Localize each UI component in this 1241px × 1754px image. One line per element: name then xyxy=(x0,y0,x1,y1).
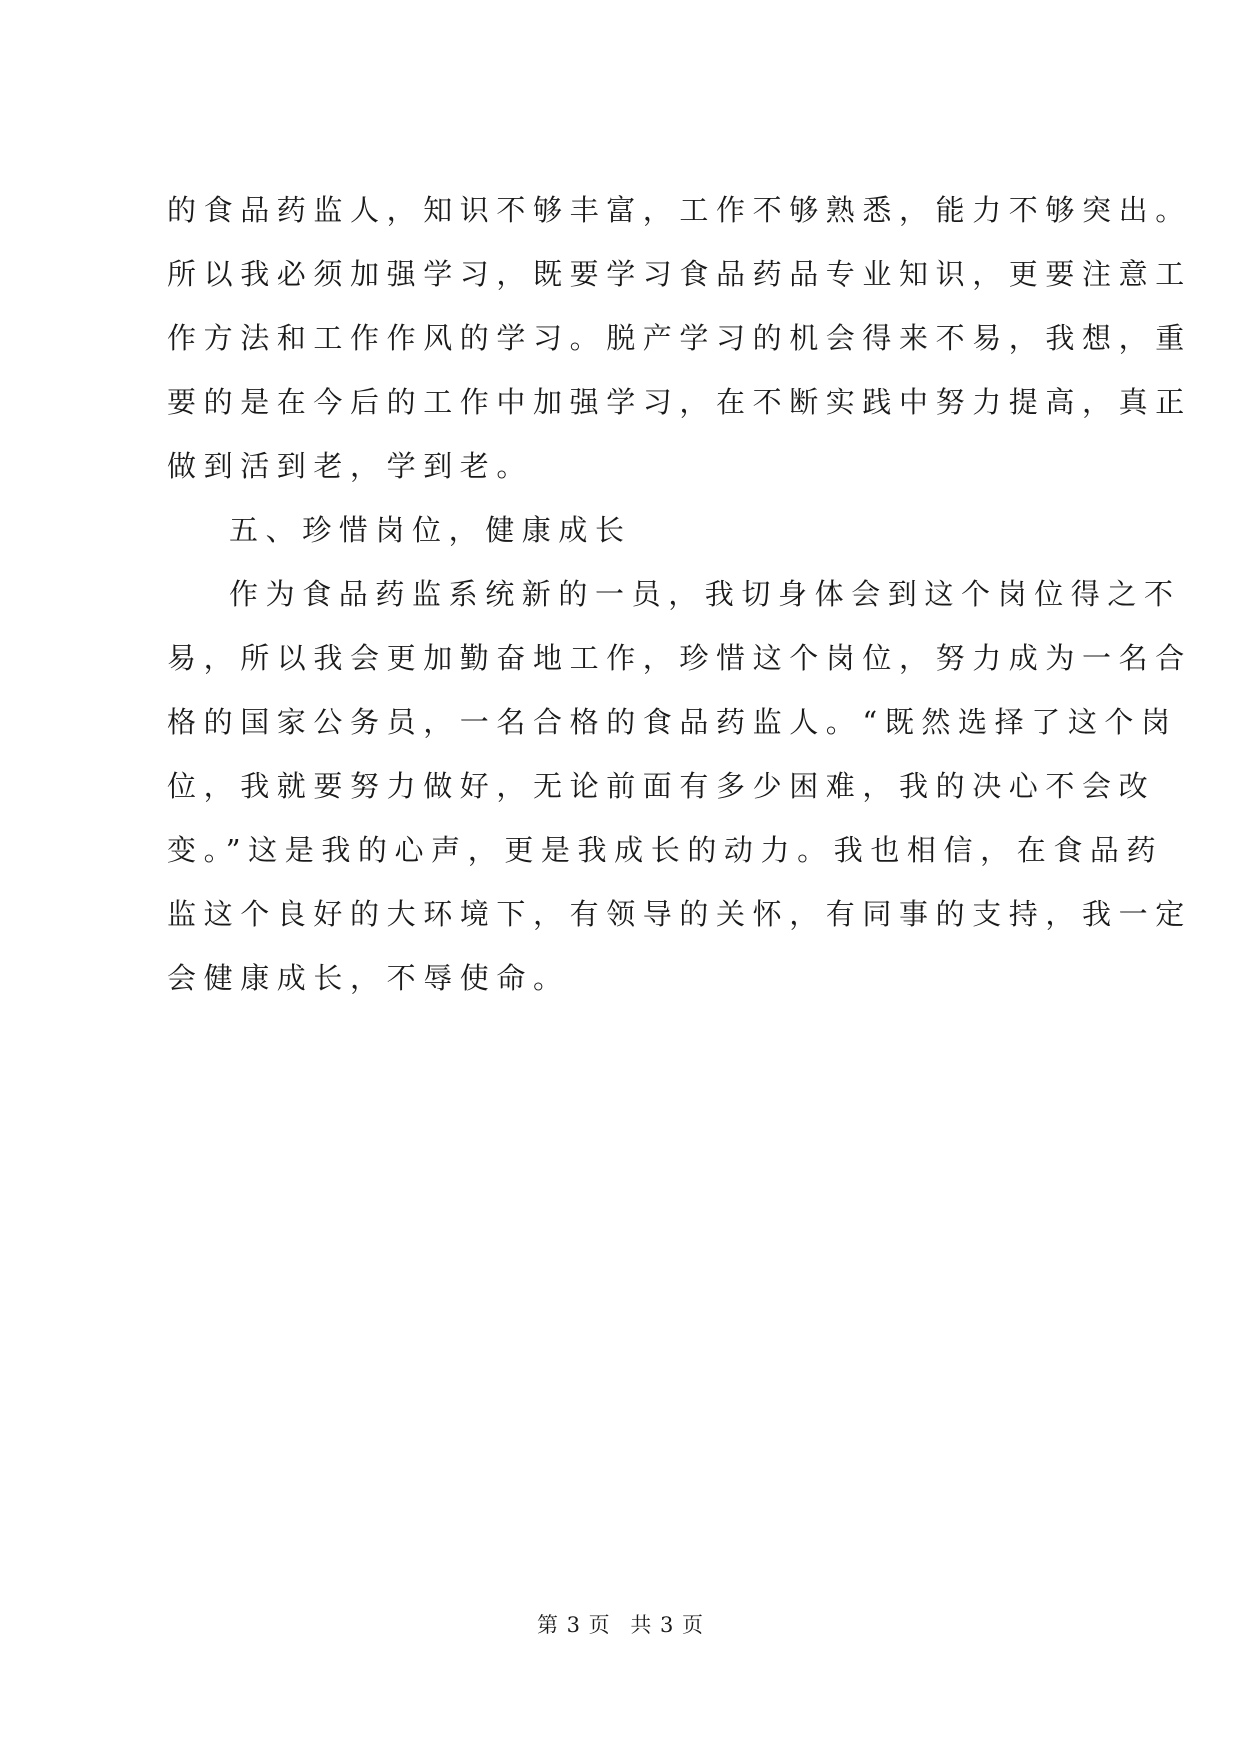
page-number: 第 3 页 xyxy=(536,1613,611,1637)
text-line: 作为食品药监系统新的一员，我切身体会到这个岗位得之不 xyxy=(229,577,1181,611)
text-line: 易，所以我会更加勤奋地工作，珍惜这个岗位，努力成为一名合 xyxy=(167,641,1192,675)
text-line: 要的是在今后的工作中加强学习，在不断实践中努力提高，真正 xyxy=(167,385,1192,419)
page-footer xyxy=(0,1610,1241,1640)
text-line: 所以我必须加强学习，既要学习食品药品专业知识，更要注意工 xyxy=(167,257,1192,291)
text-line: 变。”这是我的心声，更是我成长的动力。我也相信，在食品药 xyxy=(167,833,1164,867)
text-line: 格的国家公务员，一名合格的食品药监人。“既然选择了这个岗 xyxy=(167,705,1178,739)
text-line: 位，我就要努力做好，无论前面有多少困难，我的决心不会改 xyxy=(167,769,1156,803)
text-line: 会健康成长，不辱使命。 xyxy=(167,961,570,995)
page-total: 共 3 页 xyxy=(630,1613,705,1637)
text-line: 作方法和工作作风的学习。脱产学习的机会得来不易，我想，重 xyxy=(167,321,1192,355)
text-line: 的食品药监人，知识不够丰富，工作不够熟悉，能力不够突出。 xyxy=(167,193,1192,227)
text-line: 做到活到老，学到老。 xyxy=(167,449,534,483)
section-heading: 五、珍惜岗位，健康成长 xyxy=(229,513,632,547)
text-line: 监这个良好的大环境下，有领导的关怀，有同事的支持，我一定 xyxy=(167,897,1192,931)
